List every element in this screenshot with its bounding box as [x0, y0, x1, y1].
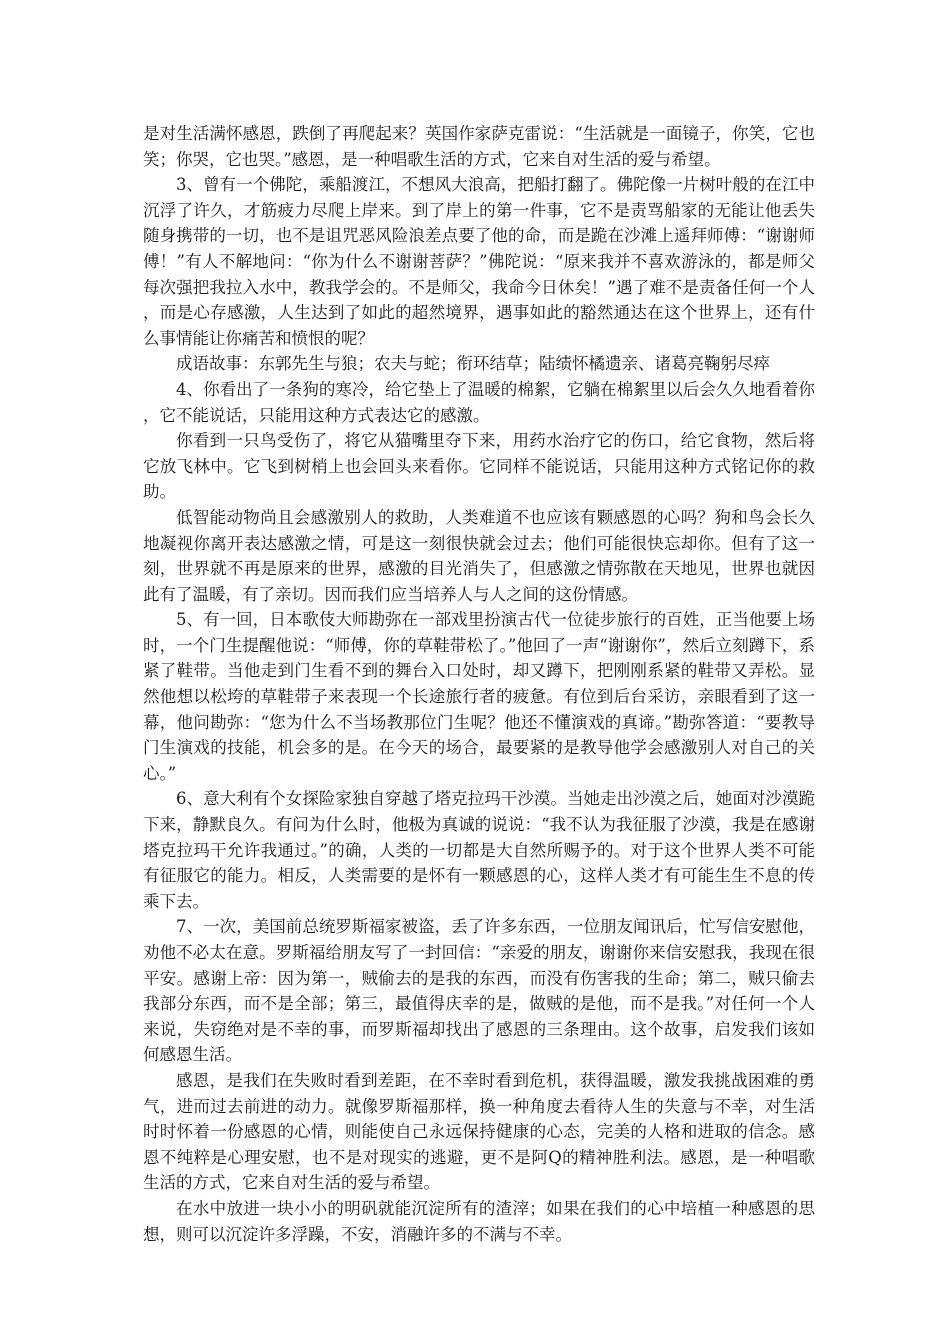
paragraph-story-6: 6、意大利有个女探险家独自穿越了塔克拉玛干沙漠。当她走出沙漠之后，她面对沙漠跪下来，静默良久。有问为什么时，他极为真诚的说说：“我不认为我征服了沙漠，我是在感谢塔克拉玛干允许我通过。”的确，人类的一切都是大自然所赐予的。对于这个世界人类不可能有征服它的能力。相反，人类需要的是怀有一颗感恩的心，这样人类才有可能生生不息的传乘下去。 [143, 789, 815, 911]
document-page [143, 121, 815, 1247]
paragraph-story-7: 7、一次，美国前总统罗斯福家被盗，丢了许多东西，一位朋友闻讯后，忙写信安慰他，劝他不必太在意。罗斯福给朋友写了一封回信：“亲爱的朋友，谢谢你来信安慰我，我现在很平安。感谢上帝：因为第一，贼偷去的是我的东西，而没有伤害我的生命；第二，贼只偷去我部分东西，而不是全部；第三，最值得庆幸的是，做贼的是他，而不是我。”对任何一个人来说，失窃绝对是不幸的事，而罗斯福却找出了感恩的三条理由。这个故事，启发我们该如何感恩生活。 [143, 917, 815, 1065]
paragraph-animals: 低智能动物尚且会感激别人的救助，人类难道不也应该有颗感恩的心吗？狗和鸟会长久地凝视你离开表达感激之情，可是这一刻很快就会过去；他们可能很快忘却你。但有了这一刻，世界就不再是原来的世界，感激的目光消失了，但感激之情弥散在天地见，世界也就因此有了温暖，有了亲切。因而我们应当培养人与人之间的这份情感。 [143, 507, 815, 604]
paragraph-continuation: 是对生活满怀感恩，跌倒了再爬起来？英国作家萨克雷说：“生活就是一面镜子，你笑，它也笑；你哭，它也哭。”感恩，是一种唱歌生活的方式，它来自对生活的爱与希望。 [143, 124, 815, 169]
paragraph-gratitude: 感恩，是我们在失败时看到差距，在不幸时看到危机，获得温暖，激发我挑战困难的勇气，进而过去前进的动力。就像罗斯福那样，换一种角度去看待人生的失意与不幸，对生活时时怀着一份感恩的心情，则能使自己永远保持健康的心态，完美的人格和进取的信念。感恩不纯粹是心理安慰，也不是对现实的逃避，更不是阿Q的精神胜利法。感恩，是一种唱歌生活的方式，它来自对生活的爱与希望。 [143, 1070, 815, 1193]
paragraph-bird: 你看到一只鸟受伤了，将它从猫嘴里夺下来，用药水治疗它的伤口，给它食物，然后将它放飞林中。它飞到树梢上也会回头来看你。它同样不能说话，只能用这种方式铭记你的救助。 [143, 431, 815, 502]
paragraph-story-5: 5、有一回，日本歌伎大师勘弥在一部戏里扮演古代一位徒步旅行的百姓，正当他要上场时，一个门生提醒他说：“师傅，你的草鞋带松了。”他回了一声“谢谢你”，然后立刻蹲下，系紧了鞋带。当他走到门生看不到的舞台入口处时，却又蹲下，把刚刚系紧的鞋带又弄松。显然他想以松垮的草鞋带子来表现一个长途旅行者的疲惫。有位到后台采访，亲眼看到了这一幕，他问勘弥：“您为什么不当场教那位门生呢？他还不懂演戏的真谛。”勘弥答道：“要教导门生演戏的技能，机会多的是。在今天的场合，最要紧的是教导他学会感激别人对自己的关心。” [143, 610, 815, 783]
paragraph-idioms: 成语故事：东郭先生与狼；农夫与蛇；衔环结草；陆绩怀橘遗亲、诸葛亮鞠躬尽瘁 [176, 354, 770, 374]
paragraph-story-3: 3、曾有一个佛陀，乘船渡江，不想风大浪高，把船打翻了。佛陀像一片树叶般的在江中沉浮了许久，才筋疲力尽爬上岸来。到了岸上的第一件事，它不是责骂船家的无能让他丢失随身携带的一切，也不是诅咒恶风险浪差点要了他的命，而是跪在沙滩上遥拜师傅：“谢谢师傅！”有人不解地问：“你为什么不谢谢菩萨？”佛陀说：“原来我并不喜欢游泳的，都是师父每次强把我拉入水中，教我学会的。不是师父，我命今日休矣！”遇了难不是责备任何一个人，而是心存感激，人生达到了如此的超然境界，遇事如此的豁然通达在这个世界上，还有什么事情能让你痛苦和愤恨的呢？ [143, 175, 815, 348]
paragraph-story-4: 4、你看出了一条狗的寒冷，给它垫上了温暖的棉絮，它躺在棉絮里以后会久久地看着你，它不能说话，只能用这种方式表达它的感激。 [143, 379, 815, 425]
paragraph-conclusion: 在水中放进一块小小的明矾就能沉淀所有的渣滓；如果在我们的心中培植一种感恩的思想，则可以沉淀许多浮躁，不安，消融许多的不满与不幸。 [143, 1198, 815, 1244]
